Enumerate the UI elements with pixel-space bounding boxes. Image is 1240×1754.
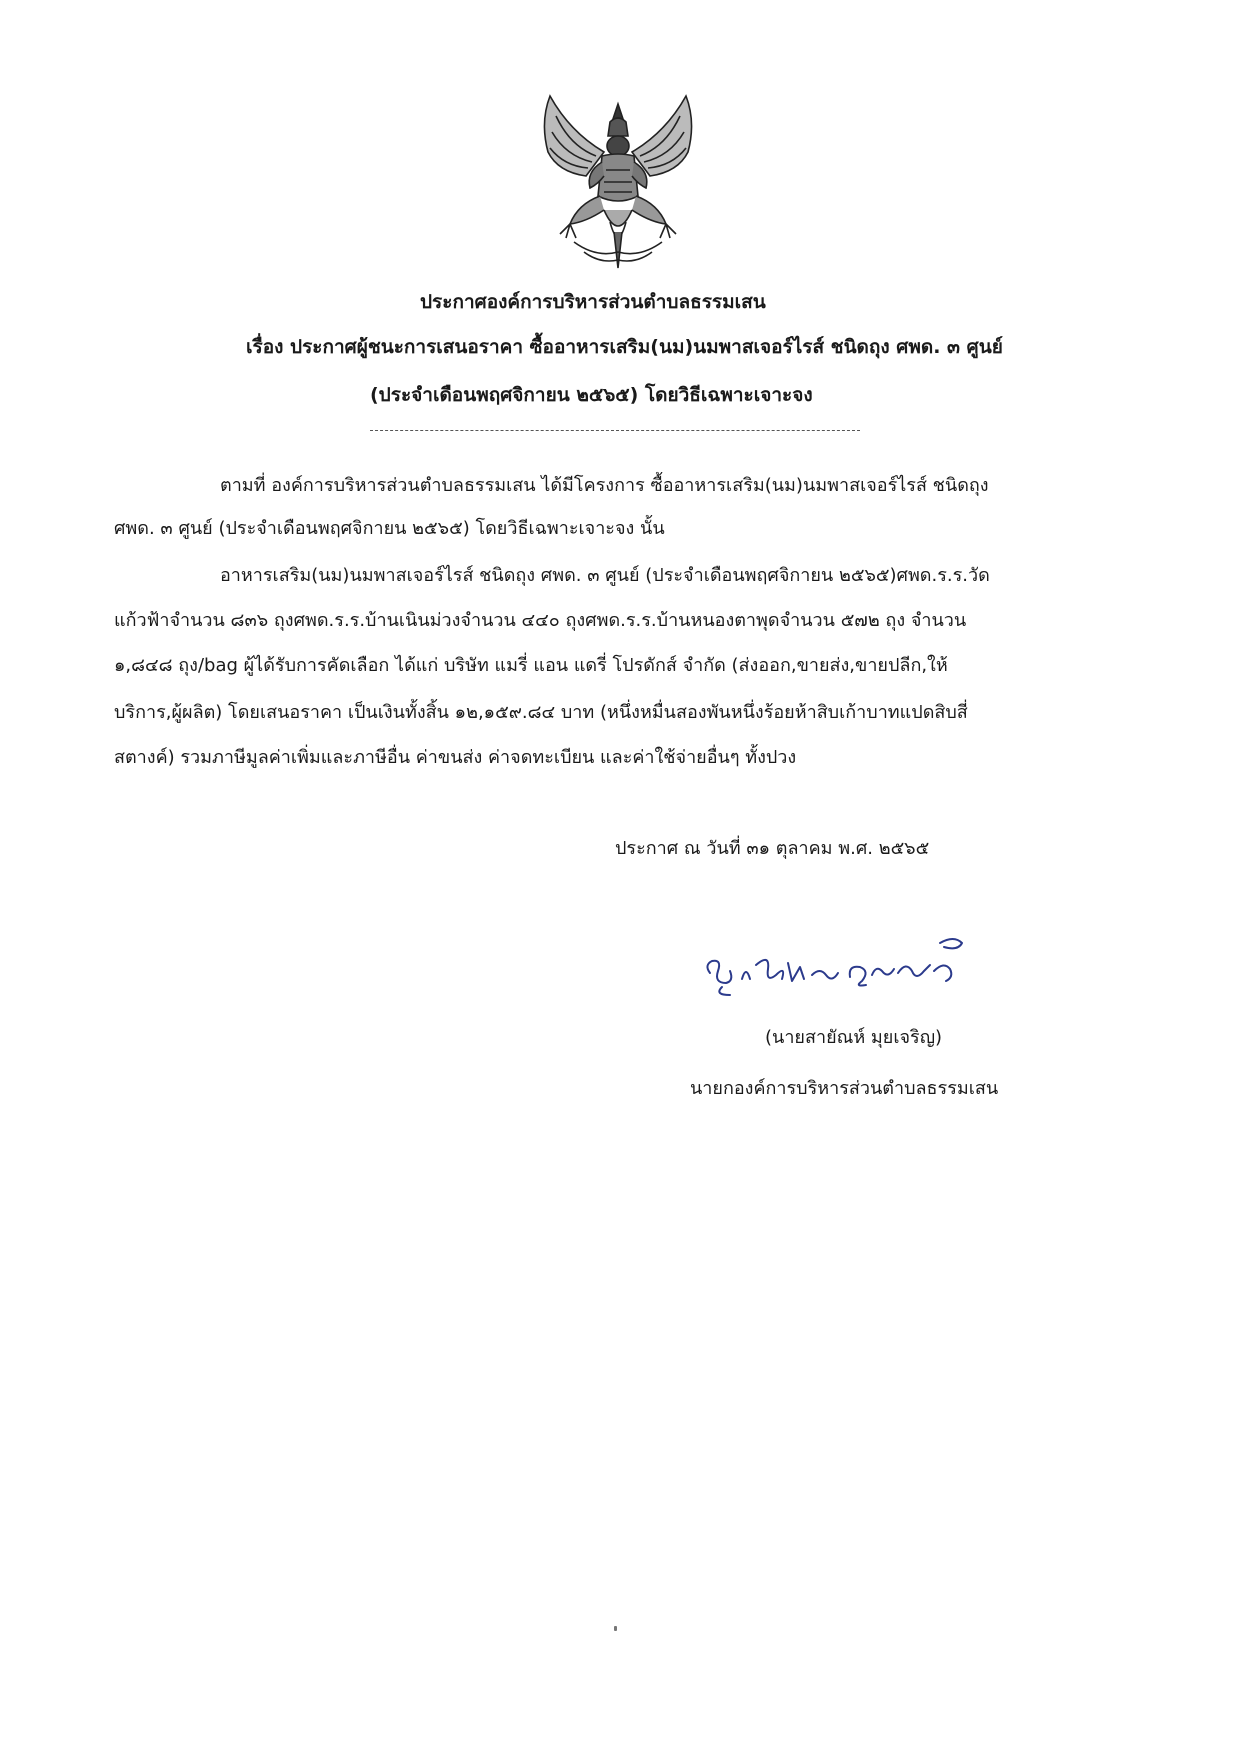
- announcement-subject-cont: (ประจำเดือนพฤศจิกายน ๒๕๖๕) โดยวิธีเฉพาะเจาะจง: [370, 384, 813, 406]
- paragraph-2-line-5: สตางค์) รวมภาษีมูลค่าเพิ่มและภาษีอื่น ค่าขนส่ง ค่าจดทะเบียน และค่าใช้จ่ายอื่นๆ ทั้งปวง: [114, 747, 797, 768]
- handwritten-signature: [700, 925, 990, 1005]
- paragraph-2-line-4: บริการ,ผู้ผลิต) โดยเสนอราคา เป็นเงินทั้งสิ้น ๑๒,๑๕๙.๘๔ บาท (หนึ่งหมื่นสองพันหนึ่งร้อยห้าสิบเก้าบาทแปดสิบสี่: [114, 702, 968, 723]
- paragraph-1-line-1: ตามที่ องค์การบริหารส่วนตำบลธรรมเสน ได้มีโครงการ ซื้ออาหารเสริม(นม)นมพาสเจอร์ไรส์ ชนิดถุง: [220, 475, 989, 496]
- announcement-date: ประกาศ ณ วันที่ ๓๑ ตุลาคม พ.ศ. ๒๕๖๕: [615, 838, 930, 859]
- paragraph-2-line-1: อาหารเสริม(นม)นมพาสเจอร์ไรส์ ชนิดถุง ศพด. ๓ ศูนย์ (ประจำเดือนพฤศจิกายน ๒๕๖๕)ศพด.ร.ร.วัด: [220, 565, 990, 586]
- scan-speck: [614, 1626, 617, 1631]
- signer-name: (นายสายัณห์ มุยเจริญ): [765, 1027, 943, 1048]
- garuda-emblem-icon: [530, 92, 706, 272]
- announcement-title: ประกาศองค์การบริหารส่วนตำบลธรรมเสน: [420, 291, 766, 313]
- paragraph-2-line-2: แก้วฟ้าจำนวน ๘๓๖ ถุงศพด.ร.ร.บ้านเนินม่วงจำนวน ๔๔๐ ถุงศพด.ร.ร.บ้านหนองตาพุดจำนวน ๕๗๒ ถุง จำนวน: [114, 610, 967, 631]
- announcement-subject: เรื่อง ประกาศผู้ชนะการเสนอราคา ซื้ออาหารเสริม(นม)นมพาสเจอร์ไรส์ ชนิดถุง ศพด. ๓ ศูนย์: [246, 336, 1003, 358]
- paragraph-2-line-3: ๑,๘๔๘ ถุง/bag ผู้ได้รับการคัดเลือก ได้แก่ บริษัท แมรี่ แอน แดรี่ โปรดักส์ จำกัด (ส่งออก,ขายส่ง,ขายปลีก,ให้: [114, 655, 948, 676]
- paragraph-1-line-2: ศพด. ๓ ศูนย์ (ประจำเดือนพฤศจิกายน ๒๕๖๕) โดยวิธีเฉพาะเจาะจง นั้น: [114, 518, 665, 539]
- header-divider: [370, 430, 860, 431]
- signer-position: นายกองค์การบริหารส่วนตำบลธรรมเสน: [690, 1078, 999, 1099]
